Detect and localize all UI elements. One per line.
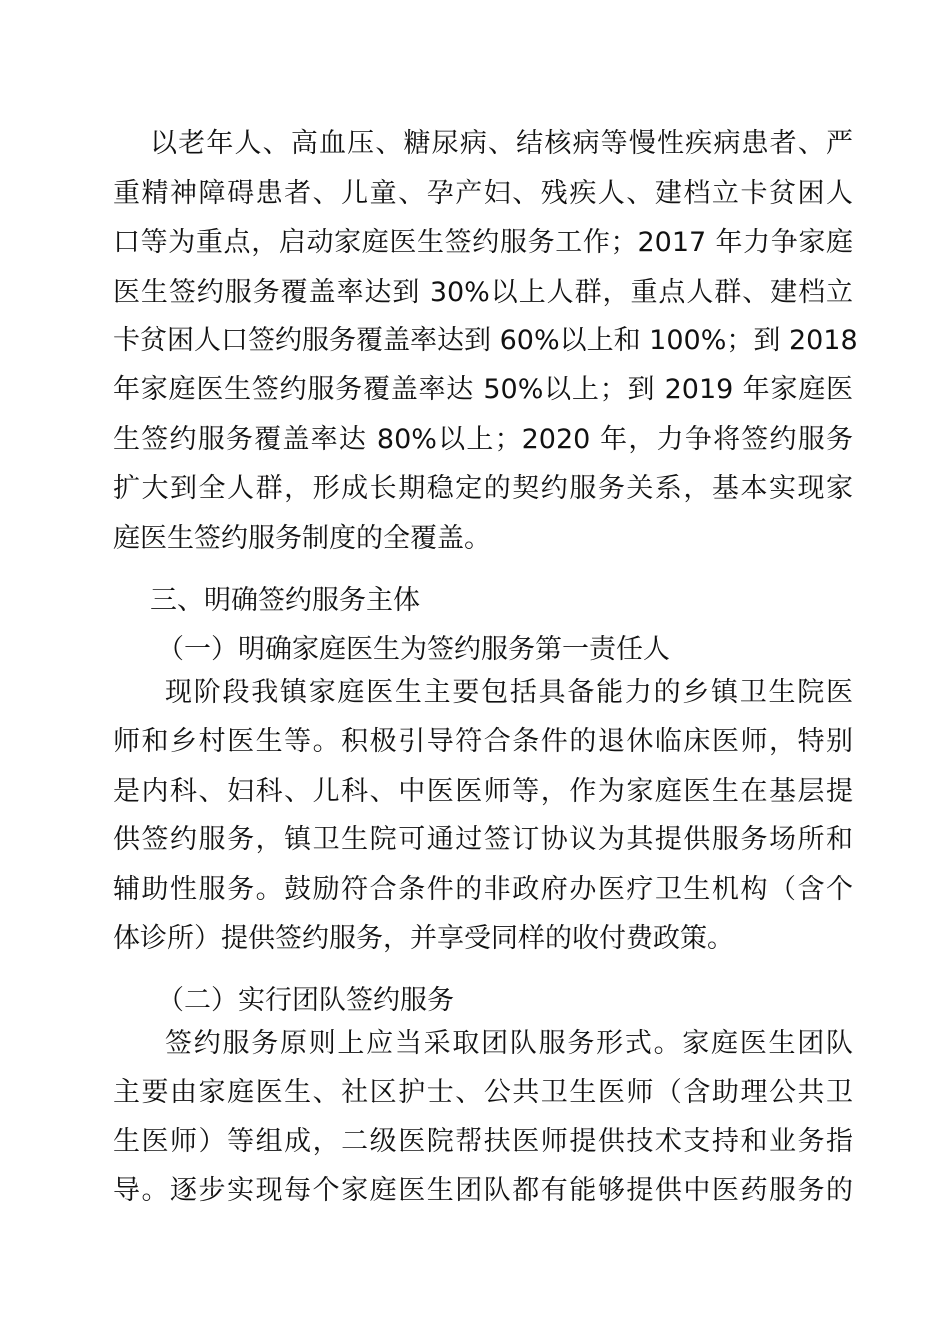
paragraph-line: 口等为重点，启动家庭医生签约服务工作；2017 年力争家庭 <box>113 227 853 258</box>
paragraph-line: 生医师）等组成，二级医院帮扶医师提供技术支持和业务指 <box>113 1126 853 1157</box>
paragraph-line: 师和乡村医生等。积极引导符合条件的退休临床医师，特别 <box>113 726 853 757</box>
subsection-heading: （一）明确家庭医生为签约服务第一责任人 <box>157 634 670 665</box>
paragraph-line: 签约服务原则上应当采取团队服务形式。家庭医生团队 <box>165 1028 853 1059</box>
paragraph-line: 医生签约服务覆盖率达到 30%以上人群，重点人群、建档立 <box>113 277 853 308</box>
paragraph-line: 年家庭医生签约服务覆盖率达 50%以上；到 2019 年家庭医 <box>113 374 853 405</box>
paragraph-line: 扩大到全人群，形成长期稳定的契约服务关系，基本实现家 <box>113 473 853 504</box>
paragraph-line: 现阶段我镇家庭医生主要包括具备能力的乡镇卫生院医 <box>165 677 853 708</box>
paragraph-line: 辅助性服务。鼓励符合条件的非政府办医疗卫生机构（含个 <box>113 874 853 905</box>
subsection-heading: （二）实行团队签约服务 <box>157 985 454 1016</box>
paragraph-line: 体诊所）提供签约服务，并享受同样的收付费政策。 <box>113 923 734 954</box>
section-heading: 三、明确签约服务主体 <box>150 585 420 616</box>
paragraph-line: 供签约服务，镇卫生院可通过签订协议为其提供服务场所和 <box>113 824 853 855</box>
paragraph-line: 生签约服务覆盖率达 80%以上；2020 年，力争将签约服务 <box>113 424 853 455</box>
paragraph-line: 是内科、妇科、儿科、中医医师等，作为家庭医生在基层提 <box>113 776 853 807</box>
paragraph-line: 主要由家庭医生、社区护士、公共卫生医师（含助理公共卫 <box>113 1077 853 1108</box>
paragraph-line: 导。逐步实现每个家庭医生团队都有能够提供中医药服务的 <box>113 1175 853 1206</box>
paragraph-line: 以老年人、高血压、糖尿病、结核病等慢性疾病患者、严 <box>150 128 853 159</box>
paragraph-line: 重精神障碍患者、儿童、孕产妇、残疾人、建档立卡贫困人 <box>113 178 853 209</box>
paragraph-line: 庭医生签约服务制度的全覆盖。 <box>113 523 491 554</box>
paragraph-line: 卡贫困人口签约服务覆盖率达到 60%以上和 100%；到 2018 <box>113 325 858 356</box>
